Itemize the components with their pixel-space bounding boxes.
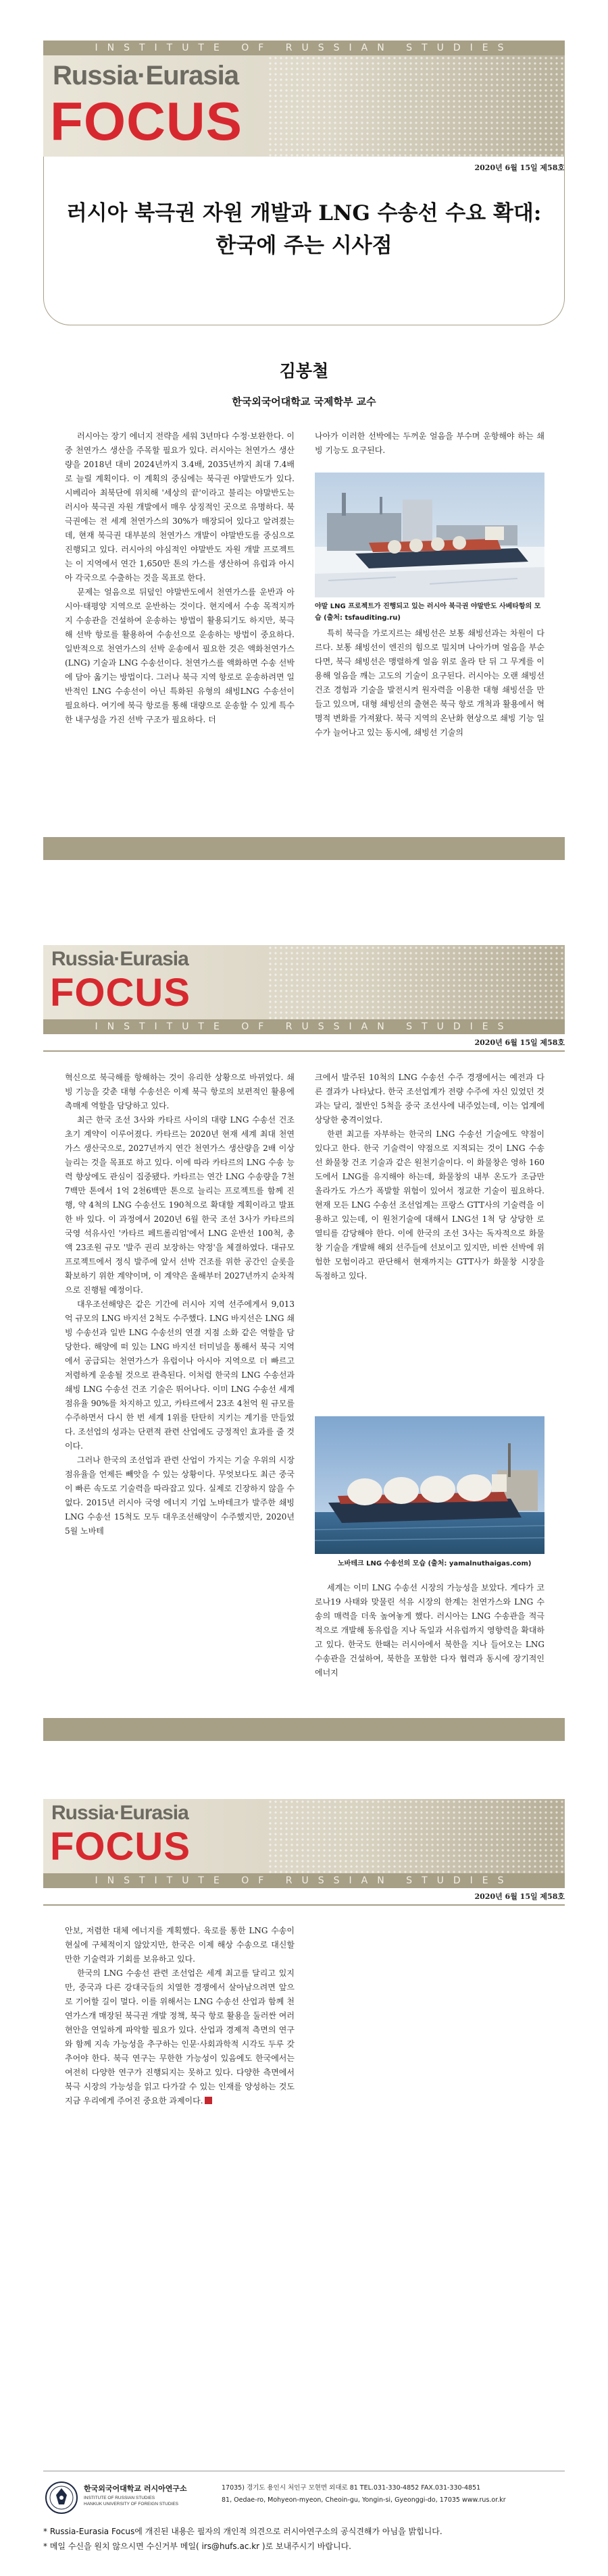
footer-address-en: 81, Oedae-ro, Mohyeon-myeon, Cheoin-gu, Yongin-si, Gyeonggi-do, 17035 www.rus.or.kr (222, 2496, 506, 2504)
brand-russia-eurasia: Russia·Eurasia (51, 1802, 188, 1824)
brand-russia-eurasia: Russia·Eurasia (51, 948, 188, 970)
masthead-panel (43, 55, 565, 157)
brand-focus: FOCUS (50, 91, 243, 151)
issue-date: 2020년 6월 15일 제58호 (474, 163, 565, 172)
end-mark-icon (205, 2097, 212, 2104)
page-separator-bar (43, 1718, 565, 1741)
paragraph: 특히 북극을 가로지르는 쇄빙선은 보통 쇄빙선과는 차원이 다르다. 보통 쇄빙선이 엔진의 힘으로 밀치며 나아가며 얼음을 부순다면, 북극 쇄빙선은 맹렬하게 얼음 위로 올라 탄 뒤 그 무게를 이용해 얼음을 깨는 고도의 기술이 요구된다. 러시아는 오랜 쇄빙선 건조 경험과 기술을 발전시켜 원자력을 이용한 대형 쇄빙선을 만들고 있으며, 대형 쇄빙선의 출현은 북극 항로 개척과 활용에서 혁명적 변화를 가져왔다. 북극 지역의 온난화 현상으로 쇄빙 기능 일수가 늘어나고 있는 동시에, 쇄빙선 기술의 (315, 628, 544, 737)
footer-institute-en-2: HANKUK UNIVERSITY OF FOREIGN STUDIES (84, 2502, 179, 2506)
university-seal-icon (45, 2480, 78, 2515)
photo-lng-carrier-illustration (315, 1416, 544, 1554)
photo-caption-novatek: 노바테크 LNG 수송선의 모습 (출처: yamalnuthaigas.com) (338, 1560, 532, 1567)
header-panel (43, 1799, 565, 1873)
issue-date: 2020년 6월 15일 제58호 (474, 1038, 565, 1047)
issue-date: 2020년 6월 15일 제58호 (474, 1892, 565, 1901)
paragraph: 한편 최고를 자부하는 한국의 LNG 수송선 기술에도 약점이 있다고 한다. 한국 기술력이 약점으로 지적되는 것이 LNG 수송선 화물창 건조 기술과 같은 원천기술이다. 이 화물창은 영하 160도에서 LNG를 유지해야 하는데, 화물창의 내부 온도가 조금만 올라가도 가스가 폭발할 위험이 있어서 정교한 기술이 필요하다. 현재 모든 LNG 수송선 조선업계는 프랑스 GTT사의 기술력을 이용하고 있는데, 이 원천기술에 대해서 LNG선 1척 당 상당한 로열티를 감당해야 한다. 이에 한국의 조선 3사는 독자적으로 화물창 기술을 개발해 해외 선주들에 선보이고 있지만, 비싼 선박에 위험한 모험이라고 판단해서 현재까지는 GTT사가 화물창 시장을 독점하고 있다. (315, 1129, 544, 1281)
photo-sabetta-illustration (315, 473, 544, 597)
world-map-dots (268, 945, 565, 1019)
author-name: 김봉철 (279, 361, 329, 381)
photo-novatek-lng-carrier (315, 1416, 544, 1554)
paragraph: 크에서 발주된 10척의 LNG 수송선 수주 경쟁에서는 예전과 다른 결과가 나타났다. 한국 조선업계가 전량 수주에 자신 있었던 것과는 달리, 절반인 5척을 중국 조선사에 내주었는데, 이는 업계에 상당한 충격이었다. (315, 1073, 544, 1125)
footer-unsubscribe[interactable]: * 메일 수신을 원치 않으시면 수신거부 메일( irs@hufs.ac.kr )로 보내주시기 바랍니다. (43, 2542, 351, 2551)
paragraph: 나아가 이러한 선박에는 두꺼운 얼음을 부수며 운항해야 하는 쇄빙 기능도 요구된다. (315, 431, 544, 455)
paragraph (65, 1966, 295, 2108)
header-institute-strip: INSTITUTE OF RUSSIAN STUDIES (43, 1019, 565, 1034)
header-rule (43, 1904, 565, 1906)
page-separator-bar (43, 837, 565, 860)
page1-left-column (65, 429, 295, 727)
paragraph: 문제는 얼음으로 뒤덮인 야말반도에서 천연가스를 운반과 아시아·태평양 지역으로 운반하는 것이다. 현지에서 수송 목적지까지 수송관을 건설하여 운송하는 방법이 활용되기도 하지만, 북극해 선박 항로를 활용하여 수송선으로 운송하는 방법이 중요하다. 일반적으로 천연가스의 선박 운송에서 필요한 것은 액화천연가스(LNG) 기술과 LNG 수송선이다. 천연가스를 액화하면 수송 선박에 담아 옮기는 방법이다. 그러나 북극 지역 항로로 운송하려면 일반적인 LNG 수송선이 아닌 특화된 유형의 쇄빙LNG 수송선이 필요하다. 여기에 북극 항로를 통해 대량으로 운송할 수 있게 특수한 내구성을 가진 선박 구조가 필요하다. 더 (65, 587, 295, 724)
article-title-line2: 한국에 주는 시사점 (216, 234, 392, 258)
photo-caption-sabetta: 야말 LNG 프로젝트가 진행되고 있는 러시아 북극권 야말반도 사베타항의 모습 (출처: tsfauditing.ru) (315, 603, 541, 622)
page2-left-column (65, 1071, 295, 1538)
page1-right-column (315, 626, 544, 740)
paragraph: 최근 한국 조선 3사와 카타르 사이의 대량 LNG 수송선 건조 초기 계약이 이루어졌다. 카타르는 2020년 현재 세계 최대 천연가스 생산국으로, 2027년까지 연간 천연가스 생산량을 2배 이상 늘리는 것을 목표로 하고 있다. 이에 따라 카타르의 LNG 수송 능력 향상에도 관심이 집중됐다. 카타르는 연간 LNG 수송량을 7천7백만 톤에서 1억 2천6백만 톤으로 늘리는 프로젝트를 함께 진행, 약 4척의 LNG 수송선도 190척으로 확대할 계획이라고 발표한 바 있다. 이 과정에서 2020년 6월 한국 조선 3사가 카타르의 국영 석유사인 '카타르 페트롤리엄'에서 LNG 운반선 100척, 총액 23조원 규모 '발주 권리 보장하는 약정'을 체결하였다. 대규모 프로젝트에서 정식 발주에 앞서 선박 건조를 위한 공간인 슬롯을 확보하기 위한 계약이며, 이 계약은 올해부터 2027년까지 순차적으로 진행될 예정이다. (65, 1115, 295, 1295)
paragraph: 대우조선해양은 같은 기간에 러시아 지역 선주에게서 9,013억 규모의 LNG 바지선 2척도 수주했다. LNG 바지선은 LNG 쇄빙 수송선과 일반 LNG 수송선의 연결 지점 소화 같은 역할을 담당한다. 해양에 떠 있는 LNG 바지선 터미널을 통해서 북극 지역에서 공급되는 천연가스가 유럽이나 아시아 지역으로 더 빠르고 저렴하게 운송될 것으로 관측된다. 이처럼 한국의 LNG 수송선과 쇄빙 LNG 수송선 건조 기술은 뛰어나다. 이미 LNG 수송선 세계 점유율 90%를 차지하고 있고, 카타르에서 23조 4천억 원 규모를 수주하면서 다시 한 번 세계 1위를 탄탄히 지키는 계기를 만들었다. 조선업의 성과는 단편적 관련 산업에도 긍정적인 효과를 줄 것이다. (65, 1299, 295, 1451)
page-1 (0, 0, 608, 911)
header-panel (43, 945, 565, 1019)
article-title-line1: 러시아 북극권 자원 개발과 LNG 수송선 수요 확대: (66, 201, 542, 225)
paragraph-text: 한국의 LNG 수송선 관련 조선업은 세계 최고를 달리고 있지만, 중국과 다른 강대국들의 치열한 경쟁에서 살아남으려면 앞으로 기어할 길이 멀다. 이를 위해서는 LNG 수송선 산업과 함께 천연가스개 매장된 북극권 개발 정책, 북극 항로 활용을 둘러싼 여러 현안을 연일하게 파악할 필요가 있다. 산업과 경제적 측면의 연구와 함께 지속 가능성을 추구하는 인문·사회과학적 시각도 두루 갖추어야 한다. 북극 연구는 무한한 가능성이 있음에도 한국에서는 여전히 다양한 연구가 진행되지는 못하고 있다. 다양한 측면에서 북극 시장의 가능성을 읽고 다가갈 수 있는 인재를 양성하는 것도 지금 우리에게 주어진 중요한 과제이다. (65, 1968, 295, 2105)
page2-right-bottom (315, 1581, 544, 1680)
page2-right-column (315, 1071, 544, 1283)
paragraph: 그러나 한국의 조선업과 관련 산업이 가지는 기술 우위의 시장 점유율을 언제든 빼앗을 수 있는 상황이다. 무엇보다도 최근 중국이 빠른 속도로 기술력을 따라잡고 있다. 실제로 긴장하지 않을 수 없다. 2015년 러시아 국영 에너지 기업 노바테크가 발주한 쇄빙 LNG 수송선 15척도 모두 대우조선해양이 수주했지만, 2020년 5월 노바테 (65, 1455, 295, 1536)
page-2 (0, 911, 608, 1762)
brand-russia-eurasia: Russia·Eurasia (53, 61, 239, 90)
footer-institute-en-1: INSTITUTE OF RUSSIAN STUDIES (84, 2496, 155, 2500)
footer-institute-name: 한국외국어대학교 러시아연구소 (84, 2484, 187, 2493)
author-affiliation: 한국외국어대학교 국제학부 교수 (232, 396, 376, 408)
footer-address-ko: 17035) 경기도 용인시 처인구 모현면 외대로 81 TEL.031-330-4852 FAX.031-330-4851 (222, 2484, 481, 2492)
page3-column (65, 1924, 295, 2108)
footer-disclaimer: * Russia-Eurasia Focus에 개진된 내용은 필자의 개인적 의견으로 러시아연구소의 공식견해가 아님을 밝힙니다. (43, 2527, 442, 2536)
author-block (0, 358, 608, 408)
page1-right-top (315, 429, 544, 458)
paragraph: 안보, 저렴한 대체 에너지를 계획했다. 육로를 통한 LNG 수송이 현실에 구체적이지 않았지만, 한국은 이제 해상 수송으로 대신할 만한 기술력과 기회를 보유하고 있다. (65, 1926, 295, 1964)
photo-sabetta-port (315, 473, 544, 597)
brand-focus: FOCUS (50, 971, 191, 1015)
page-3 (0, 1762, 608, 2576)
brand-focus: FOCUS (50, 1825, 191, 1869)
header-rule (43, 1050, 565, 1052)
paragraph: 세계는 이미 LNG 수송선 시장의 가능성을 보았다. 게다가 코로나19 사태와 맞물린 석유 시장의 한계는 천연가스와 LNG 수송의 매력을 더욱 높여놓게 했다. 러시아는 LNG 수송관을 적극적으로 개발해 동유럽을 지나 독일과 서유럽까지 영향력을 확대하고 있다. 한국도 한때는 러시아에서 북한을 지나 들어오는 LNG 수송관을 건설하여, 북한을 포함한 다자 협력과 동시에 장기적인 에너지 (315, 1583, 544, 1678)
header-institute-strip: INSTITUTE OF RUSSIAN STUDIES (43, 1873, 565, 1888)
world-map-dots (268, 1799, 565, 1873)
masthead-institute-strip: INSTITUTE OF RUSSIAN STUDIES (43, 41, 565, 55)
paragraph: 러시아는 장기 에너지 전략을 세워 3년마다 수정·보완한다. 이 중 천연가스 생산을 주목할 필요가 있다. 러시아는 천연가스 생산량을 2018년 대비 2024년까지 3.4배, 2035년까지 최대 7.4배로 늘릴 계획이다. 이 계획의 중심에는 북극권 야말반도가 있다. 시베리아 최북단에 위치해 '세상의 끝'이라고 불리는 야말반도는 러시아 북극권 자원 개발에서 매우 상징적인 곳으로 유명하다. 북극권에는 전 세계 천연가스의 30%가 매장되어 있다고 알려졌는데, 현재 북극권 대부분의 천연가스 개발이 야말반도를 중심으로 진행되고 있다. 러시아의 야심적인 야말반도 자원 개발 프로젝트는 이 지역에서 연간 1,650만 톤의 가스를 생산하여 유럽과 아시아 각국으로 수출하는 것을 목표로 한다. (65, 431, 295, 583)
article-title-box (43, 157, 565, 325)
paragraph: 혁신으로 북극해를 항해하는 것이 유리한 상황으로 바뀌었다. 쇄빙 기능을 갖춘 대형 수송선은 이제 북극 항로의 보편적인 활용에 촉매제 역할을 담당하고 있다. (65, 1073, 295, 1110)
article-title (44, 197, 564, 262)
world-map-dots (268, 55, 565, 157)
